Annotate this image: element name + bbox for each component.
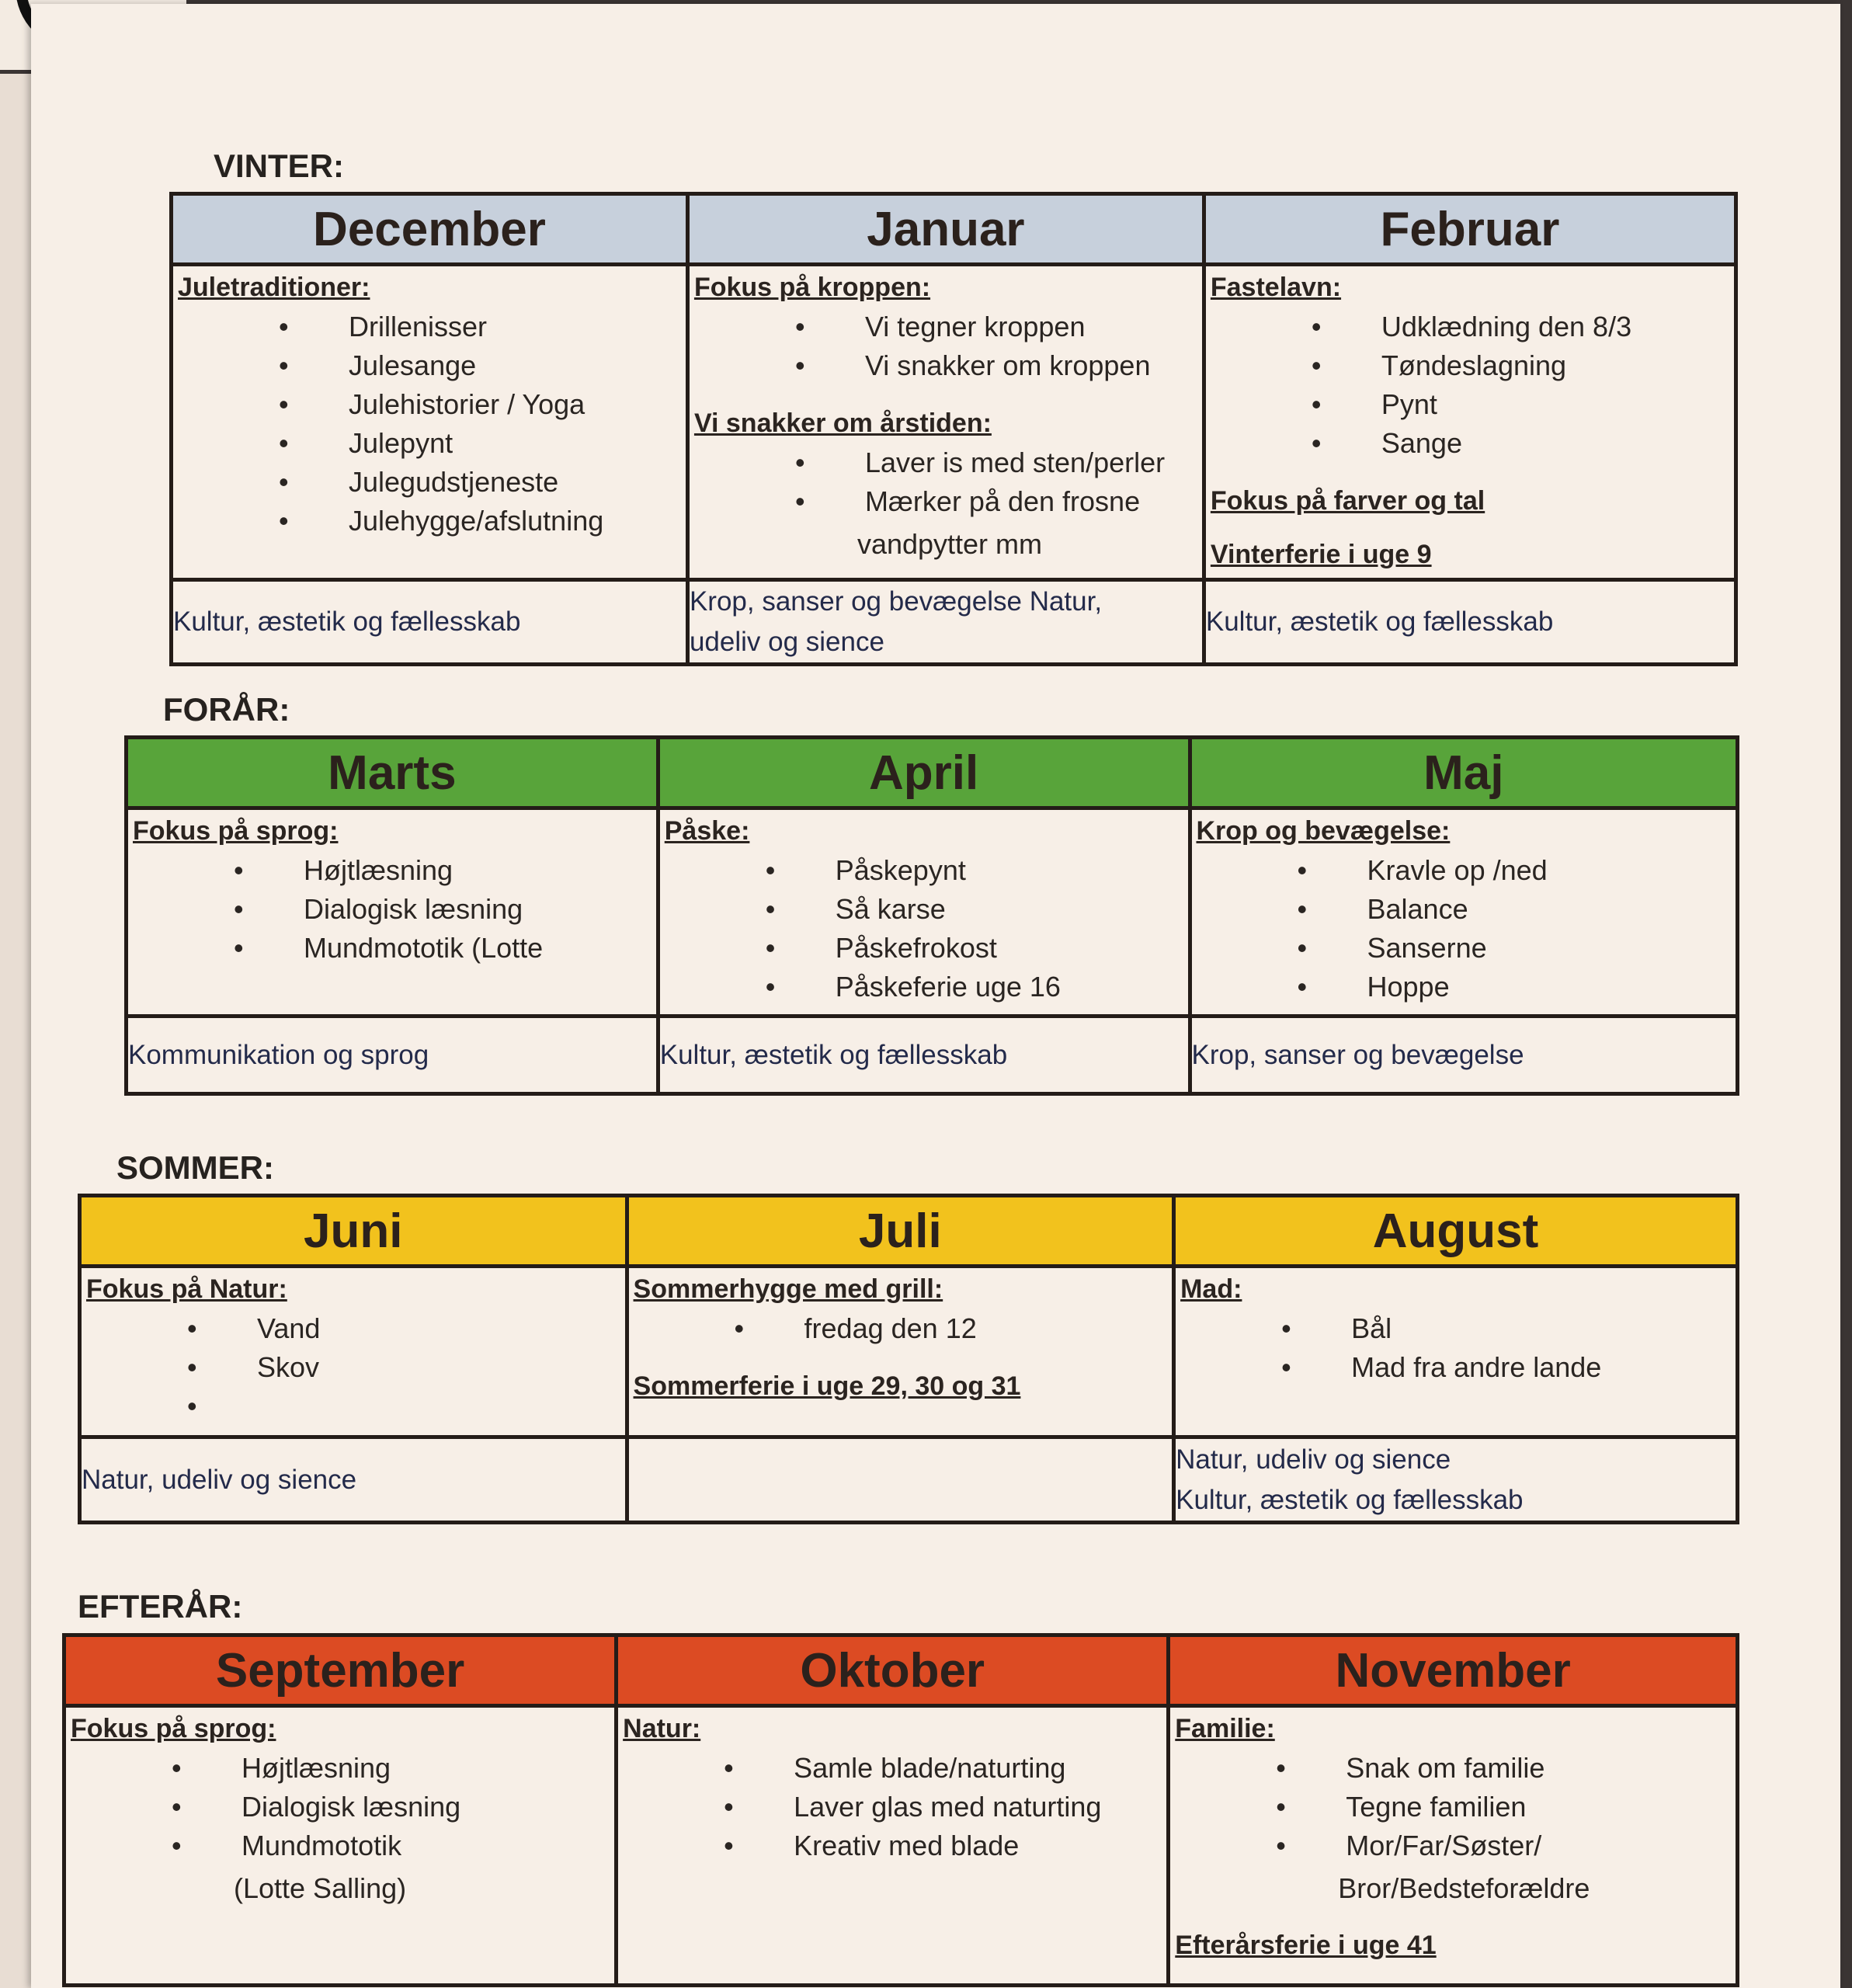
activity-item: • Vand bbox=[86, 1309, 620, 1348]
activities-content bbox=[1170, 1708, 1736, 1969]
learning-row bbox=[80, 1437, 1738, 1523]
topic-heading: Vinterferie i uge 9 bbox=[1210, 540, 1432, 569]
activity-list bbox=[1197, 851, 1732, 1006]
month-header: April bbox=[658, 738, 1190, 808]
activity-list bbox=[623, 1749, 1162, 1865]
month-activities bbox=[64, 1706, 617, 1986]
activity-item: • Kreativ med blade bbox=[623, 1826, 1162, 1865]
activity-item: • Vi snakker om kroppen bbox=[694, 346, 1197, 385]
document-page bbox=[31, 4, 1840, 1988]
month-activities bbox=[1169, 1706, 1738, 1986]
activity-item: • Dialogisk læsning bbox=[133, 890, 652, 929]
learning-themes bbox=[627, 1437, 1174, 1523]
learning-theme-line: Natur, udeliv og sience bbox=[82, 1464, 357, 1495]
activity-item: • Drillenisser bbox=[178, 308, 681, 346]
activity-item: • Mærker på den frosne bbox=[694, 482, 1197, 521]
activity-item-continuation: vandpytter mm bbox=[857, 528, 1043, 560]
topic-heading: Efterårsferie i uge 41 bbox=[1175, 1931, 1437, 1960]
month-activities bbox=[1174, 1267, 1738, 1437]
activity-list bbox=[178, 308, 681, 540]
month-header-row bbox=[127, 738, 1738, 808]
activity-item: • Hoppe bbox=[1197, 968, 1732, 1006]
month-header: Februar bbox=[1204, 194, 1736, 265]
activity-list bbox=[665, 851, 1183, 1006]
activity-item: • Påskefrokost bbox=[665, 929, 1183, 968]
month-activities bbox=[1190, 808, 1738, 1017]
activity-item: • Dialogisk læsning bbox=[71, 1788, 610, 1826]
activity-item: • Julesange bbox=[178, 346, 681, 385]
topic-heading: Vi snakker om årstiden: bbox=[693, 408, 992, 438]
learning-theme-line: Natur, udeliv og sience bbox=[1176, 1444, 1451, 1475]
month-header-row bbox=[80, 1196, 1738, 1267]
season-table-foraar bbox=[124, 735, 1739, 1096]
activity-item: • Bål bbox=[1180, 1309, 1731, 1348]
learning-themes bbox=[1190, 1017, 1738, 1094]
learning-themes bbox=[127, 1017, 658, 1094]
activity-item: • Samle blade/naturting bbox=[623, 1749, 1162, 1788]
activity-item: • Påskeferie uge 16 bbox=[665, 968, 1183, 1006]
season-table-vinter bbox=[169, 192, 1738, 666]
topic-heading: Fokus på sprog: bbox=[71, 1714, 276, 1743]
learning-themes bbox=[1174, 1437, 1738, 1523]
learning-theme-line: Kommunikation og sprog bbox=[128, 1039, 429, 1070]
activity-item: • Julehistorier / Yoga bbox=[178, 385, 681, 424]
season-label-sommer: SOMMER: bbox=[116, 1149, 274, 1186]
activity-item: • Sanserne bbox=[1197, 929, 1732, 968]
activities-row bbox=[127, 808, 1738, 1017]
activities-content bbox=[1176, 1268, 1736, 1395]
activities-content bbox=[660, 810, 1188, 1014]
activity-item: • Påskepynt bbox=[665, 851, 1183, 890]
activity-item: • Så karse bbox=[665, 890, 1183, 929]
activities-content bbox=[690, 266, 1202, 566]
month-activities bbox=[627, 1267, 1174, 1437]
activity-item: • Julehygge/afslutning bbox=[178, 502, 681, 540]
activity-item: • Snak om familie bbox=[1175, 1749, 1731, 1788]
topic-heading: Fokus på Natur: bbox=[86, 1274, 287, 1304]
learning-theme-line: udeliv og sience bbox=[689, 627, 884, 657]
activity-list bbox=[133, 851, 652, 968]
month-header: Marts bbox=[127, 738, 658, 808]
month-header: Januar bbox=[687, 194, 1204, 265]
month-activities bbox=[687, 265, 1204, 580]
learning-row bbox=[127, 1017, 1738, 1094]
activity-item: • Skov bbox=[86, 1348, 620, 1387]
activities-content bbox=[629, 1268, 1173, 1409]
learning-theme-line: Kultur, æstetik og fællesskab bbox=[659, 1039, 1008, 1070]
activity-item: • Højtlæsning bbox=[71, 1749, 610, 1788]
activity-item: • Julepynt bbox=[178, 424, 681, 463]
season-label-foraar: FORÅR: bbox=[163, 691, 290, 728]
activity-item: • Laver glas med naturting bbox=[623, 1788, 1162, 1826]
activity-item: • Mad fra andre lande bbox=[1180, 1348, 1731, 1387]
topic-heading: Fastelavn: bbox=[1210, 273, 1342, 302]
learning-themes bbox=[1204, 580, 1736, 665]
learning-themes bbox=[687, 580, 1204, 665]
learning-themes bbox=[658, 1017, 1190, 1094]
activity-list bbox=[1180, 1309, 1731, 1387]
activity-item: • Laver is med sten/perler bbox=[694, 443, 1197, 482]
activity-list bbox=[1175, 1749, 1731, 1865]
activities-row bbox=[64, 1706, 1738, 1986]
learning-theme-line: Kultur, æstetik og fællesskab bbox=[1176, 1484, 1524, 1515]
activity-item: • Mundmototik bbox=[71, 1826, 610, 1865]
learning-themes bbox=[172, 580, 688, 665]
activity-item: • Mor/Far/Søster/ bbox=[1175, 1826, 1731, 1865]
activities-content bbox=[173, 266, 686, 548]
topic-heading: Familie: bbox=[1175, 1714, 1275, 1743]
topic-heading: Sommerhygge med grill: bbox=[633, 1274, 943, 1304]
month-header: Maj bbox=[1190, 738, 1738, 808]
month-header: Juli bbox=[627, 1196, 1174, 1267]
activity-list bbox=[634, 1309, 1168, 1348]
month-header: Juni bbox=[80, 1196, 627, 1267]
topic-heading: Krop og bevægelse: bbox=[1196, 816, 1451, 846]
month-header: Oktober bbox=[617, 1635, 1169, 1706]
month-activities bbox=[127, 808, 658, 1017]
topic-heading: Fokus på sprog: bbox=[133, 816, 339, 846]
season-table-sommer bbox=[78, 1194, 1739, 1524]
season-label-efteraar: EFTERÅR: bbox=[78, 1588, 243, 1625]
learning-theme-line: Krop, sanser og bevægelse Natur, bbox=[689, 586, 1103, 617]
activity-list bbox=[694, 308, 1197, 385]
month-header: November bbox=[1169, 1635, 1738, 1706]
month-activities bbox=[617, 1706, 1169, 1986]
activity-item: • Tegne familien bbox=[1175, 1788, 1731, 1826]
activity-item: • Kravle op /ned bbox=[1197, 851, 1732, 890]
topic-heading: Fokus på kroppen: bbox=[693, 273, 931, 302]
activity-item: • Balance bbox=[1197, 890, 1732, 929]
month-activities bbox=[1204, 265, 1736, 580]
activities-content bbox=[618, 1708, 1166, 1873]
topic-heading: Påske: bbox=[664, 816, 750, 846]
month-activities bbox=[80, 1267, 627, 1437]
month-activities bbox=[172, 265, 688, 580]
activity-item: • Vi tegner kroppen bbox=[694, 308, 1197, 346]
activities-content bbox=[1206, 266, 1734, 578]
activity-item: • Højtlæsning bbox=[133, 851, 652, 890]
activities-content bbox=[128, 810, 656, 975]
activity-item: • Pynt bbox=[1211, 385, 1729, 424]
activity-item: • Udklædning den 8/3 bbox=[1211, 308, 1729, 346]
learning-themes bbox=[80, 1437, 627, 1523]
topic-heading: Fokus på farver og tal bbox=[1210, 486, 1485, 516]
activity-item: • fredag den 12 bbox=[634, 1309, 1168, 1348]
month-header: September bbox=[64, 1635, 617, 1706]
topic-heading: Juletraditioner: bbox=[178, 273, 370, 302]
activity-item-continuation: (Lotte Salling) bbox=[234, 1872, 407, 1904]
topic-heading: Sommerferie i uge 29, 30 og 31 bbox=[633, 1371, 1021, 1401]
learning-theme-line: Kultur, æstetik og fællesskab bbox=[1205, 606, 1554, 637]
activity-item: • Tøndeslagning bbox=[1211, 346, 1729, 385]
activity-list bbox=[86, 1309, 620, 1387]
activity-list bbox=[71, 1749, 610, 1865]
topic-heading: Mad: bbox=[1180, 1274, 1242, 1304]
activities-row bbox=[172, 265, 1736, 580]
month-header-row bbox=[64, 1635, 1738, 1706]
month-header: December bbox=[172, 194, 688, 265]
month-activities bbox=[658, 808, 1190, 1017]
activities-row bbox=[80, 1267, 1738, 1437]
learning-theme-line: Krop, sanser og bevægelse bbox=[1191, 1039, 1524, 1070]
month-header-row bbox=[172, 194, 1736, 265]
activity-item: • Sange bbox=[1211, 424, 1729, 463]
activities-content bbox=[66, 1708, 614, 1910]
activity-list bbox=[694, 443, 1197, 521]
activities-content bbox=[1192, 810, 1736, 1014]
learning-row bbox=[172, 580, 1736, 665]
season-table-efteraar bbox=[62, 1633, 1739, 1987]
season-label-vinter: VINTER: bbox=[214, 148, 344, 184]
topic-heading: Natur: bbox=[623, 1714, 701, 1743]
activity-list bbox=[1211, 308, 1729, 463]
month-header: August bbox=[1174, 1196, 1738, 1267]
activity-item-continuation: Bror/Bedsteforældre bbox=[1338, 1872, 1590, 1904]
activity-item: • Mundmototik (Lotte bbox=[133, 929, 652, 968]
learning-theme-line: Kultur, æstetik og fællesskab bbox=[173, 606, 521, 637]
activities-content bbox=[82, 1268, 625, 1395]
activity-item: • Julegudstjeneste bbox=[178, 463, 681, 502]
